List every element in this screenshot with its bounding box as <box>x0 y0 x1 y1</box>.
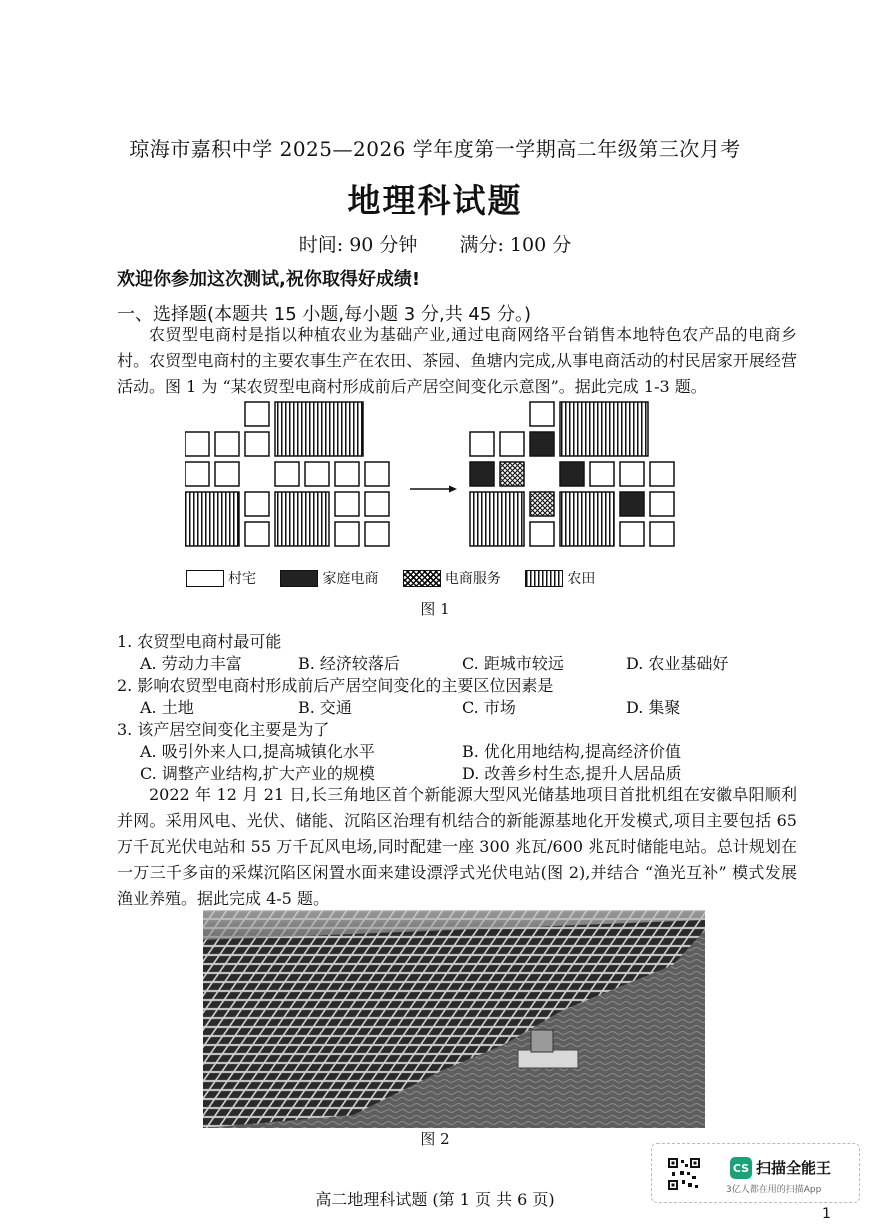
residence-cell <box>335 492 359 516</box>
farmland-swatch <box>525 570 563 587</box>
q3-option-b[interactable]: B. 优化用地结构,提高经济价值 <box>462 742 682 761</box>
legend-farmland: 农田 <box>525 568 595 588</box>
welcome-text: 欢迎你参加这次测试,祝你取得好成绩! <box>117 269 421 290</box>
residence-cell <box>650 462 674 486</box>
residence-cell <box>530 522 554 546</box>
residence-cell <box>470 432 494 456</box>
ecommerce-service-cell <box>530 492 554 516</box>
farmland-cell <box>275 402 363 456</box>
q2-option-d[interactable]: D. 集聚 <box>626 698 681 717</box>
residence-cell <box>620 462 644 486</box>
residence-cell <box>335 522 359 546</box>
farmland-cell <box>470 492 524 546</box>
residence-cell <box>530 402 554 426</box>
q2-option-a[interactable]: A. 土地 <box>140 698 194 717</box>
residence-cell <box>365 522 389 546</box>
legend-ecommerce-service: 电商服务 <box>403 568 501 588</box>
residence-cell <box>245 522 269 546</box>
figure-1-caption: 图 1 <box>420 600 450 618</box>
passage-2: 2022 年 12 月 21 日,长三角地区首个新能源大型风光储基地项目首批机组在安徽阜阳顺利并网。采用风电、光伏、储能、沉陷区治理有机结合的新能源基地化开发模式,项目主要包括 65 万千瓦光伏电站和 55 万千瓦风电场,同时配建一座 300 兆瓦/600 兆瓦时储能电站。总计规划在一万三千多亩的采煤沉陷区闲置水面来建设漂浮式光伏电站(图 2),并结合 “渔光互补” 模式发展渔业养殖。据此完成 4-5 题。 <box>117 785 797 908</box>
intro-paragraph: 农贸型电商村是指以种植农业为基础产业,通过电商网络平台销售本地特色农产品的电商乡村。农贸型电商村的主要农事生产在农田、茶园、鱼塘内完成,从事电商活动的村民居家开展经营活动。图 1 为 “某农贸型电商村形成前后产居空间变化示意图”。据此完成 1-3 题。 <box>117 325 797 396</box>
residence-cell <box>245 402 269 426</box>
q2-option-c[interactable]: C. 市场 <box>462 698 516 717</box>
ecommerce-service-cell <box>500 462 524 486</box>
residence-cell <box>500 432 524 456</box>
ecommerce-service-swatch <box>403 570 441 587</box>
home-ecommerce-cell <box>470 462 494 486</box>
residence-cell <box>215 432 239 456</box>
figure-1-after <box>470 402 674 546</box>
legend-home-ecommerce: 家庭电商 <box>280 568 378 588</box>
page-footer: 高二地理科试题 (第 1 页 共 6 页) <box>315 1190 555 1209</box>
exam-header-line: 琼海市嘉积中学 2025—2026 学年度第一学期高二年级第三次月考 <box>129 137 741 161</box>
farmland-cell <box>185 492 239 546</box>
residence-cell <box>650 522 674 546</box>
page-number: 1 <box>822 1206 831 1222</box>
residence-cell <box>335 462 359 486</box>
q3-option-d[interactable]: D. 改善乡村生态,提升人居品质 <box>462 764 682 783</box>
home-ecommerce-cell <box>560 462 584 486</box>
question-1-options <box>140 651 780 674</box>
residence-cell <box>245 492 269 516</box>
legend-residence: 村宅 <box>186 568 256 588</box>
figure-2-caption: 图 2 <box>420 1130 450 1148</box>
question-3-options-row2 <box>140 761 780 784</box>
section-title: 一、选择题(本题共 15 小题,每小题 3 分,共 45 分。) <box>117 304 532 325</box>
home-ecommerce-cell <box>530 432 554 456</box>
residence-cell <box>305 462 329 486</box>
exam-time-score <box>0 230 870 257</box>
qr-code-icon <box>668 1158 700 1190</box>
residence-cell <box>215 462 239 486</box>
residence-cell <box>365 462 389 486</box>
question-2-options <box>140 695 780 718</box>
work-boat <box>518 1050 578 1068</box>
camscanner-logo-icon: CS <box>730 1157 752 1179</box>
page-title: 地理科试题 <box>347 181 523 220</box>
home-ecommerce-cell <box>620 492 644 516</box>
residence-cell <box>185 462 209 486</box>
q2-option-b[interactable]: B. 交通 <box>298 698 352 717</box>
question-3-stem: 3. 该产居空间变化主要是为了 <box>117 720 330 739</box>
question-2-stem: 2. 影响农贸型电商村形成前后产居空间变化的主要区位因素是 <box>117 676 554 695</box>
scanner-badge <box>651 1143 860 1203</box>
arrow-head <box>449 486 457 493</box>
residence-cell <box>245 432 269 456</box>
home-ecommerce-swatch <box>280 570 318 587</box>
question-3-options-row1 <box>140 739 780 762</box>
farmland-cell <box>560 402 648 456</box>
residence-cell <box>590 462 614 486</box>
exam-score: 满分: 100 分 <box>459 234 572 256</box>
q3-option-c[interactable]: C. 调整产业结构,扩大产业的规模 <box>140 764 375 783</box>
q1-option-d[interactable]: D. 农业基础好 <box>626 654 729 673</box>
farmland-cell <box>275 492 329 546</box>
q1-option-a[interactable]: A. 劳动力丰富 <box>140 654 242 673</box>
figure-1-legend <box>186 568 615 591</box>
q1-option-b[interactable]: B. 经济较落后 <box>298 654 400 673</box>
residence-cell <box>650 492 674 516</box>
residence-swatch <box>186 570 224 587</box>
floating-solar-photo <box>203 910 705 1128</box>
farmland-cell <box>560 492 614 546</box>
residence-cell <box>365 492 389 516</box>
residence-cell <box>620 522 644 546</box>
residence-cell <box>185 432 209 456</box>
figure-1-before <box>185 402 389 546</box>
q1-option-c[interactable]: C. 距城市较远 <box>462 654 564 673</box>
scanner-tagline: 3亿人都在用的扫描App <box>726 1185 822 1195</box>
residence-cell <box>275 462 299 486</box>
question-1-stem: 1. 农贸型电商村最可能 <box>117 632 282 651</box>
q3-option-a[interactable]: A. 吸引外来人口,提高城镇化水平 <box>140 742 375 761</box>
scanner-app-name: 扫描全能王 <box>756 1159 832 1177</box>
exam-time: 时间: 90 分钟 <box>298 234 418 256</box>
